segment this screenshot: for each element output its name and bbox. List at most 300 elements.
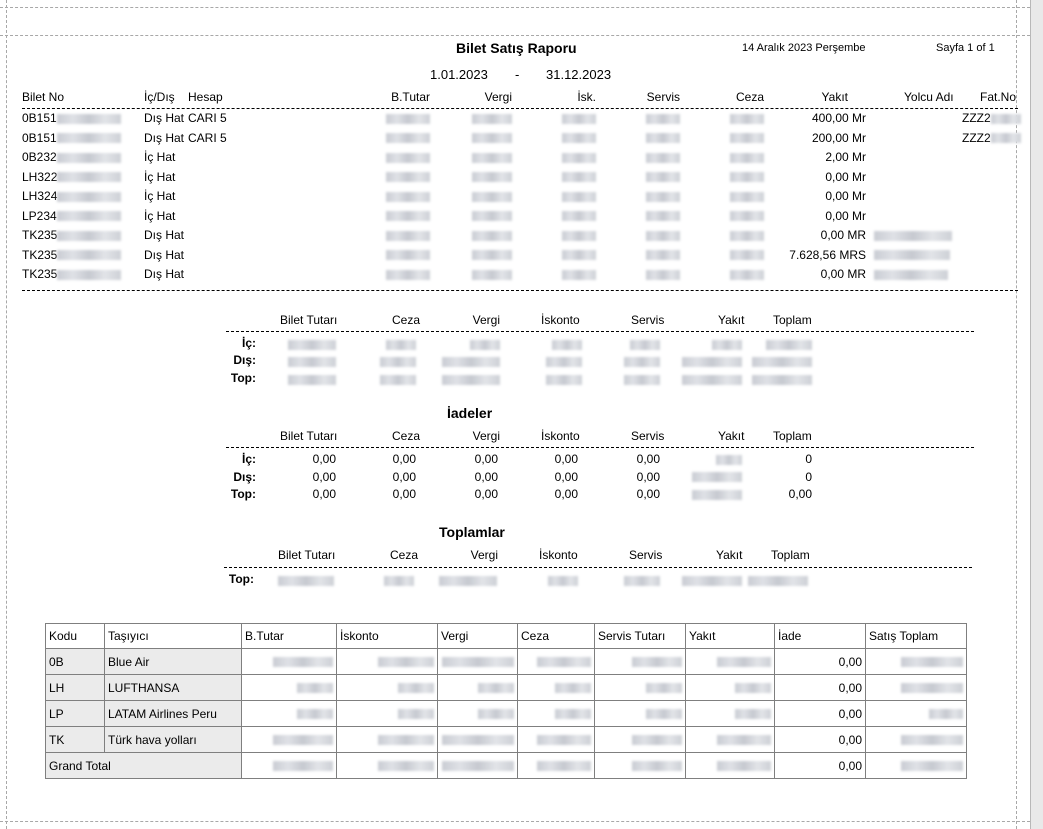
redacted-value <box>562 114 596 124</box>
carrier-amount <box>595 753 686 779</box>
detail-amount <box>530 131 596 145</box>
redacted-value <box>766 340 812 350</box>
carrier-col-header: Vergi <box>438 624 518 649</box>
carrier-amount <box>438 649 518 675</box>
detail-amount <box>440 150 512 164</box>
carrier-iade: 0,00 <box>775 701 866 727</box>
redacted-value <box>874 250 950 260</box>
col-vergi: Vergi <box>484 90 512 104</box>
detail-bilet-no: TK235 <box>22 267 121 281</box>
iade-servis: 0,00 <box>636 487 660 501</box>
sum-h-toplam: Toplam <box>773 313 812 327</box>
detail-ic-dis: İç Hat <box>144 169 176 184</box>
redacted-value <box>546 357 582 367</box>
margin-guide-top <box>0 7 1030 8</box>
redacted-value <box>297 709 333 719</box>
redacted-value <box>472 153 512 163</box>
redacted-value <box>439 576 497 586</box>
redacted-value <box>555 709 591 719</box>
detail-hesap: CARI 5 <box>188 111 227 125</box>
redacted-value <box>398 683 434 693</box>
redacted-value <box>398 709 434 719</box>
margin-guide-left <box>6 0 7 829</box>
sum-h-yakit: Yakıt <box>718 313 745 327</box>
redacted-value <box>730 153 764 163</box>
carrier-amount <box>337 649 438 675</box>
iade-vergi: 0,00 <box>474 469 498 484</box>
carrier-tasiyici: Türk hava yolları <box>105 727 242 753</box>
iade-h-bilet: Bilet Tutarı <box>280 429 338 443</box>
redacted-value <box>442 735 514 745</box>
detail-ic-dis: Dış Hat <box>144 228 185 242</box>
detail-ic-dis: İç Hat <box>144 208 176 223</box>
carrier-col-header: Taşıyıcı <box>105 624 242 649</box>
redacted-value <box>692 472 742 482</box>
toplam-value <box>748 573 808 587</box>
redacted-value <box>901 683 963 693</box>
redacted-value <box>929 709 963 719</box>
carrier-col-header: Ceza <box>518 624 595 649</box>
redacted-value <box>288 357 336 367</box>
carrier-table-row <box>46 675 967 701</box>
detail-amount <box>360 248 430 262</box>
redacted-value <box>57 192 121 202</box>
toplam-value <box>384 573 414 587</box>
detail-amount <box>360 209 430 223</box>
iade-bilet: 0,00 <box>312 452 336 466</box>
carrier-col-header: İade <box>775 624 866 649</box>
redacted-value <box>57 211 121 221</box>
detail-amount <box>530 228 596 242</box>
carrier-satis-toplam <box>866 753 967 779</box>
carrier-table-header <box>46 624 967 649</box>
sum-label-ic: İç: <box>241 336 256 350</box>
iadeler-divider <box>226 447 974 448</box>
sum-h-vergi: Vergi <box>472 313 500 327</box>
carrier-amount <box>438 727 518 753</box>
detail-amount <box>610 189 680 203</box>
redacted-value <box>57 133 121 143</box>
iade-vergi: 0,00 <box>474 452 498 466</box>
summary-value <box>442 372 500 386</box>
iade-bilet: 0,00 <box>312 487 336 501</box>
redacted-value <box>901 735 963 745</box>
summary-value <box>752 372 812 386</box>
carrier-table-row <box>46 701 967 727</box>
redacted-value <box>472 250 512 260</box>
detail-yolcu-adi <box>874 267 948 281</box>
carrier-satis-toplam <box>866 701 967 727</box>
redacted-value <box>632 735 682 745</box>
redacted-value <box>562 250 596 260</box>
redacted-value <box>730 250 764 260</box>
detail-fat-no: ZZZ2 <box>962 111 1021 125</box>
redacted-value <box>537 735 591 745</box>
carrier-iade: 0,00 <box>775 727 866 753</box>
redacted-value <box>472 133 512 143</box>
carrier-satis-toplam <box>866 649 967 675</box>
redacted-value <box>478 683 514 693</box>
iade-yakit <box>692 470 742 484</box>
summary-value <box>288 337 336 351</box>
iade-label: İç: <box>241 452 256 466</box>
redacted-value <box>730 211 764 221</box>
redacted-value <box>442 357 500 367</box>
iade-bilet: 0,00 <box>312 469 336 484</box>
detail-bilet-no: 0B232 <box>22 150 121 164</box>
detail-amount <box>530 267 596 281</box>
grand-total-label: Grand Total <box>46 753 242 779</box>
redacted-value <box>562 270 596 280</box>
toplamlar-label-top: Top: <box>228 572 254 586</box>
detail-bilet-no: TK235 <box>22 248 121 262</box>
detail-amount <box>440 189 512 203</box>
redacted-value <box>380 357 416 367</box>
carrier-table-row <box>46 649 967 675</box>
carrier-amount <box>686 675 775 701</box>
redacted-value <box>646 192 680 202</box>
date-to: 31.12.2023 <box>546 67 612 82</box>
summary-value <box>470 337 500 351</box>
redacted-value <box>57 153 121 163</box>
detail-yakit: 7.628,56 MRS <box>789 247 866 262</box>
detail-yakit: 2,00 Mr <box>825 150 866 164</box>
date-separator: - <box>515 67 520 82</box>
redacted-value <box>646 133 680 143</box>
report-title: Bilet Satış Raporu <box>456 40 577 56</box>
detail-header-divider <box>22 108 1018 109</box>
redacted-value <box>386 250 430 260</box>
detail-ic-dis: Dış Hat <box>144 111 185 125</box>
carrier-tasiyici: LUFTHANSA <box>105 675 242 701</box>
iade-h-vergi: Vergi <box>472 429 500 443</box>
detail-ic-dis: İç Hat <box>144 150 176 164</box>
redacted-value <box>730 192 764 202</box>
carrier-amount <box>438 701 518 727</box>
carrier-amount <box>518 727 595 753</box>
detail-yakit: 0,00 Mr <box>825 208 866 223</box>
iade-label: Top: <box>230 487 256 501</box>
redacted-value <box>730 172 764 182</box>
detail-bilet-no: LH324 <box>22 189 121 203</box>
carrier-amount <box>595 675 686 701</box>
iade-ceza: 0,00 <box>392 452 416 466</box>
redacted-value <box>562 172 596 182</box>
redacted-value <box>752 375 812 385</box>
redacted-value <box>624 375 660 385</box>
summary-value <box>682 354 742 368</box>
redacted-value <box>552 340 582 350</box>
carrier-col-header: İskonto <box>337 624 438 649</box>
redacted-value <box>901 761 963 771</box>
col-servis: Servis <box>646 90 680 104</box>
iade-toplam: 0 <box>805 452 812 466</box>
detail-amount <box>440 131 512 145</box>
redacted-value <box>288 375 336 385</box>
redacted-value <box>730 231 764 241</box>
redacted-value <box>874 231 952 241</box>
carrier-amount <box>595 727 686 753</box>
redacted-value <box>442 375 500 385</box>
redacted-value <box>646 250 680 260</box>
carrier-table-row <box>46 753 967 779</box>
redacted-value <box>717 761 771 771</box>
detail-amount <box>440 267 512 281</box>
detail-amount <box>360 131 430 145</box>
detail-amount <box>610 150 680 164</box>
detail-bilet-no: TK235 <box>22 228 121 242</box>
carrier-amount <box>438 753 518 779</box>
detail-amount <box>610 228 680 242</box>
redacted-value <box>273 657 333 667</box>
summary-value <box>288 372 336 386</box>
detail-amount <box>360 150 430 164</box>
carrier-tasiyici: LATAM Airlines Peru <box>105 701 242 727</box>
carrier-amount <box>518 649 595 675</box>
redacted-value <box>901 657 963 667</box>
header-guide <box>0 35 1030 36</box>
iade-yakit <box>692 487 742 501</box>
carrier-kodu: LH <box>46 675 105 701</box>
redacted-value <box>378 735 434 745</box>
redacted-value <box>646 709 682 719</box>
redacted-value <box>646 153 680 163</box>
redacted-value <box>537 657 591 667</box>
iade-iskonto: 0,00 <box>554 452 578 466</box>
redacted-value <box>717 735 771 745</box>
redacted-value <box>386 211 430 221</box>
redacted-value <box>478 709 514 719</box>
redacted-value <box>562 192 596 202</box>
summary-value <box>288 354 336 368</box>
carrier-iade: 0,00 <box>775 753 866 779</box>
redacted-value <box>57 114 121 124</box>
redacted-value <box>730 133 764 143</box>
sum-label-top: Top: <box>230 371 256 385</box>
redacted-value <box>57 231 121 241</box>
detail-amount <box>610 248 680 262</box>
top-h-yakit: Yakıt <box>716 548 743 562</box>
redacted-value <box>442 761 514 771</box>
redacted-value <box>386 270 430 280</box>
redacted-value <box>548 576 578 586</box>
detail-bilet-no: LH322 <box>22 170 121 184</box>
redacted-value <box>748 576 808 586</box>
redacted-value <box>646 231 680 241</box>
redacted-value <box>442 657 514 667</box>
redacted-value <box>288 340 336 350</box>
redacted-value <box>386 114 430 124</box>
summary-value <box>386 337 416 351</box>
detail-amount <box>440 209 512 223</box>
redacted-value <box>562 133 596 143</box>
col-yakit: Yakıt <box>821 90 848 104</box>
iade-ceza: 0,00 <box>392 487 416 501</box>
top-h-vergi: Vergi <box>470 548 498 562</box>
redacted-value <box>384 576 414 586</box>
carrier-amount <box>438 675 518 701</box>
iade-h-yakit: Yakıt <box>718 429 745 443</box>
redacted-value <box>991 114 1021 124</box>
iade-h-ceza: Ceza <box>391 429 420 443</box>
detail-amount <box>694 267 764 281</box>
iade-vergi: 0,00 <box>474 487 498 501</box>
carrier-iade: 0,00 <box>775 675 866 701</box>
top-h-servis: Servis <box>629 548 663 562</box>
iade-label: Dış: <box>233 469 256 484</box>
redacted-value <box>555 683 591 693</box>
redacted-value <box>646 270 680 280</box>
detail-amount <box>610 170 680 184</box>
col-hesap: Hesap <box>188 90 223 104</box>
top-h-ceza: Ceza <box>389 548 418 562</box>
detail-amount <box>694 111 764 125</box>
detail-amount <box>694 209 764 223</box>
detail-amount <box>530 150 596 164</box>
carrier-amount <box>595 649 686 675</box>
redacted-value <box>380 375 416 385</box>
redacted-value <box>273 761 333 771</box>
redacted-value <box>717 657 771 667</box>
toplam-value <box>439 573 497 587</box>
redacted-value <box>682 375 742 385</box>
carrier-amount <box>337 753 438 779</box>
redacted-value <box>472 192 512 202</box>
carrier-amount <box>337 727 438 753</box>
redacted-value <box>472 231 512 241</box>
detail-amount <box>610 267 680 281</box>
carrier-amount <box>518 675 595 701</box>
redacted-value <box>472 211 512 221</box>
detail-ic-dis: İç Hat <box>144 189 176 203</box>
detail-amount <box>694 228 764 242</box>
summary-divider <box>226 331 974 332</box>
detail-yolcu-adi <box>874 228 952 242</box>
detail-amount <box>610 131 680 145</box>
summary-value <box>552 337 582 351</box>
detail-amount <box>530 170 596 184</box>
iade-servis: 0,00 <box>636 469 660 484</box>
summary-value <box>752 354 812 368</box>
redacted-value <box>297 683 333 693</box>
detail-amount <box>694 170 764 184</box>
carrier-satis-toplam <box>866 675 967 701</box>
carrier-kodu: TK <box>46 727 105 753</box>
detail-amount <box>360 228 430 242</box>
summary-value <box>624 372 660 386</box>
carrier-amount <box>686 649 775 675</box>
redacted-value <box>57 250 121 260</box>
redacted-value <box>874 270 948 280</box>
carrier-col-header: Servis Tutarı <box>595 624 686 649</box>
carrier-amount <box>242 727 337 753</box>
redacted-value <box>991 133 1021 143</box>
iadeler-title: İadeler <box>447 405 493 421</box>
toplam-value <box>624 573 660 587</box>
carrier-iade: 0,00 <box>775 649 866 675</box>
iade-iskonto: 0,00 <box>554 469 578 484</box>
iade-servis: 0,00 <box>636 452 660 466</box>
summary-value <box>442 354 500 368</box>
date-from: 1.01.2023 <box>430 67 488 82</box>
redacted-value <box>537 761 591 771</box>
redacted-value <box>682 357 742 367</box>
detail-bilet-no: 0B151 <box>22 111 121 125</box>
col-b-tutar: B.Tutar <box>391 90 430 104</box>
redacted-value <box>386 153 430 163</box>
carrier-amount <box>242 675 337 701</box>
detail-ic-dis: Dış Hat <box>144 130 185 145</box>
carrier-col-header: B.Tutar <box>242 624 337 649</box>
sum-h-ceza: Ceza <box>391 313 420 327</box>
detail-amount <box>360 267 430 281</box>
detail-amount <box>610 111 680 125</box>
redacted-value <box>273 735 333 745</box>
sum-h-iskonto: İskonto <box>541 313 580 327</box>
detail-amount <box>694 150 764 164</box>
carrier-table-row <box>46 727 967 753</box>
detail-amount <box>440 111 512 125</box>
redacted-value <box>562 153 596 163</box>
detail-yakit: 0,00 Mr <box>825 169 866 184</box>
redacted-value <box>712 340 742 350</box>
carrier-amount <box>242 649 337 675</box>
sum-h-bilet: Bilet Tutarı <box>280 313 338 327</box>
redacted-value <box>386 231 430 241</box>
detail-amount <box>360 111 430 125</box>
carrier-kodu: 0B <box>46 649 105 675</box>
detail-ic-dis: Dış Hat <box>144 267 185 281</box>
redacted-value <box>735 709 771 719</box>
detail-yakit: 0,00 Mr <box>825 189 866 203</box>
toplamlar-divider <box>224 567 972 568</box>
iade-ceza: 0,00 <box>392 469 416 484</box>
carrier-amount <box>595 701 686 727</box>
detail-amount <box>530 189 596 203</box>
carrier-amount <box>686 701 775 727</box>
redacted-value <box>57 270 121 280</box>
sum-label-dis: Dış: <box>233 353 256 367</box>
redacted-value <box>386 192 430 202</box>
detail-amount <box>694 189 764 203</box>
sum-h-servis: Servis <box>631 313 665 327</box>
redacted-value <box>386 133 430 143</box>
detail-yakit: 200,00 Mr <box>811 130 866 145</box>
toplamlar-title: Toplamlar <box>439 524 505 540</box>
redacted-value <box>624 576 660 586</box>
iade-toplam: 0 <box>805 469 812 484</box>
redacted-value <box>735 683 771 693</box>
iade-toplam: 0,00 <box>788 487 812 501</box>
carrier-amount <box>242 753 337 779</box>
detail-amount <box>610 209 680 223</box>
redacted-value <box>386 340 416 350</box>
detail-hesap: CARI 5 <box>188 130 227 145</box>
redacted-value <box>472 270 512 280</box>
toplam-value <box>278 573 334 587</box>
redacted-value <box>646 211 680 221</box>
carrier-amount <box>242 701 337 727</box>
top-h-bilet: Bilet Tutarı <box>278 548 336 562</box>
iade-h-toplam: Toplam <box>773 429 812 443</box>
carrier-amount <box>337 675 438 701</box>
redacted-value <box>752 357 812 367</box>
redacted-value <box>562 231 596 241</box>
iade-h-iskonto: İskonto <box>541 429 580 443</box>
detail-bottom-divider <box>22 290 1018 291</box>
detail-amount <box>440 228 512 242</box>
toplam-value <box>548 573 578 587</box>
